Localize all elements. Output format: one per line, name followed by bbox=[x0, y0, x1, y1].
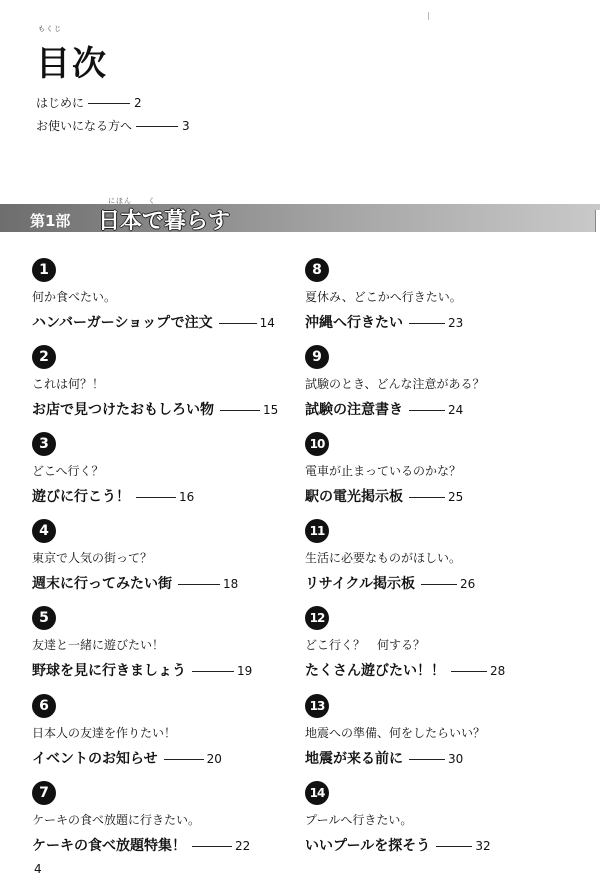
entry-title-row bbox=[32, 486, 312, 506]
entry-title-row bbox=[305, 399, 585, 419]
leader-line bbox=[409, 497, 445, 498]
intro-label: はじめに bbox=[36, 96, 85, 110]
toc-entry[interactable] bbox=[32, 694, 312, 768]
toc-entry[interactable] bbox=[305, 432, 585, 506]
chapter-number-badge: 9 bbox=[305, 345, 329, 369]
chapter-number-badge: 5 bbox=[32, 606, 56, 630]
chapter-number-badge: 3 bbox=[32, 432, 56, 456]
leader-line bbox=[409, 323, 445, 324]
chapter-number-badge: 4 bbox=[32, 519, 56, 543]
entry-title: ケーキの食べ放題特集！ bbox=[32, 838, 186, 854]
toc-entry[interactable] bbox=[32, 258, 312, 332]
chapter-number-badge: 8 bbox=[305, 258, 329, 282]
entry-subtitle: どこ行く？ 何する？ bbox=[305, 638, 426, 652]
toc-entry[interactable] bbox=[32, 606, 312, 680]
entry-title: いいプールを探そう bbox=[305, 838, 431, 854]
intro-page: 3 bbox=[182, 119, 190, 133]
entry-subtitle: 試験のとき、どんな注意がある？ bbox=[305, 377, 485, 391]
entry-page: 28 bbox=[490, 664, 506, 678]
entry-page: 19 bbox=[237, 664, 253, 678]
leader-line bbox=[136, 126, 178, 127]
part-label: 第1部 bbox=[30, 212, 71, 230]
part-title: 日本で暮らす bbox=[98, 209, 231, 234]
title-ruby: もくじ bbox=[38, 25, 62, 33]
toc-entry[interactable] bbox=[32, 432, 312, 506]
entry-page: 22 bbox=[235, 839, 251, 853]
entry-title-row bbox=[32, 835, 312, 855]
leader-line bbox=[219, 323, 257, 324]
toc-entry[interactable] bbox=[305, 258, 585, 332]
entry-title: ハンバーガーショップで注文 bbox=[32, 315, 213, 331]
entry-subtitle: 生活に必要なものがほしい。 bbox=[305, 551, 462, 565]
entry-title: リサイクル掲示板 bbox=[305, 576, 416, 592]
entry-title-row bbox=[305, 312, 585, 332]
entry-page: 16 bbox=[179, 490, 195, 504]
intro-item-preface[interactable] bbox=[36, 94, 142, 111]
entry-subtitle: 地震への準備、何をしたらいい？ bbox=[305, 726, 486, 740]
entry-page: 20 bbox=[206, 752, 222, 766]
leader-line bbox=[409, 759, 445, 760]
leader-line bbox=[136, 497, 176, 498]
page-title: 目次 bbox=[36, 44, 108, 84]
entry-subtitle: 電車が止まっているのかな？ bbox=[305, 464, 462, 478]
intro-item-guide[interactable] bbox=[36, 117, 190, 134]
entry-subtitle: 日本人の友達を作りたい！ bbox=[32, 726, 177, 740]
toc-entry[interactable] bbox=[32, 781, 312, 855]
entry-title-row bbox=[305, 486, 585, 506]
toc-entry[interactable] bbox=[32, 519, 312, 593]
entry-title-row bbox=[32, 748, 312, 768]
entry-title: お店で見つけたおもしろい物 bbox=[32, 402, 214, 418]
entry-title-row bbox=[32, 660, 312, 680]
entry-title: 駅の電光掲示板 bbox=[305, 489, 403, 505]
entry-subtitle: 東京で人気の街って？ bbox=[32, 551, 153, 565]
entry-title-row bbox=[32, 399, 312, 419]
entry-page: 32 bbox=[475, 839, 491, 853]
chapter-number-badge: 13 bbox=[305, 694, 329, 718]
entry-title-row bbox=[305, 748, 585, 768]
entry-page: 14 bbox=[259, 316, 275, 330]
chapter-number-badge: 7 bbox=[32, 781, 56, 805]
leader-line bbox=[88, 103, 130, 104]
chapter-number-badge: 14 bbox=[305, 781, 329, 805]
entry-title: 地震が来る前に bbox=[305, 751, 403, 767]
entry-title: 週末に行ってみたい街 bbox=[32, 576, 172, 592]
intro-page: 2 bbox=[134, 96, 142, 110]
entry-page: 24 bbox=[448, 403, 464, 417]
entry-subtitle: ケーキの食べ放題に行きたい。 bbox=[32, 813, 201, 827]
entry-subtitle: どこへ行く？ bbox=[32, 464, 104, 478]
toc-entry[interactable] bbox=[305, 694, 585, 768]
leader-line bbox=[178, 584, 220, 585]
leader-line bbox=[164, 759, 204, 760]
entry-title: たくさん遊びたい！！ bbox=[305, 663, 445, 679]
chapter-number-badge: 10 bbox=[305, 432, 329, 456]
chapter-number-badge: 6 bbox=[32, 694, 56, 718]
entry-subtitle: 友達と一緒に遊びたい！ bbox=[32, 638, 165, 652]
entry-title-row bbox=[305, 660, 585, 680]
crop-mark bbox=[428, 12, 429, 20]
leader-line bbox=[192, 671, 234, 672]
toc-entry[interactable] bbox=[305, 345, 585, 419]
leader-line bbox=[220, 410, 260, 411]
entry-title-row bbox=[305, 573, 585, 593]
entry-title: イベントのお知らせ bbox=[32, 751, 158, 767]
chapter-number-badge: 11 bbox=[305, 519, 329, 543]
entry-subtitle: プールへ行きたい。 bbox=[305, 813, 413, 827]
entry-page: 26 bbox=[460, 577, 476, 591]
entry-title: 遊びに行こう！ bbox=[32, 489, 130, 505]
chapter-number-badge: 2 bbox=[32, 345, 56, 369]
entry-subtitle: 何か食べたい。 bbox=[32, 290, 117, 304]
toc-entry[interactable] bbox=[305, 606, 585, 680]
entry-page: 23 bbox=[448, 316, 464, 330]
page-number: 4 bbox=[34, 862, 42, 876]
chapter-number-badge: 12 bbox=[305, 606, 329, 630]
toc-entry[interactable] bbox=[32, 345, 312, 419]
entry-page: 18 bbox=[223, 577, 239, 591]
entry-page: 15 bbox=[263, 403, 279, 417]
entry-page: 25 bbox=[448, 490, 464, 504]
part-title-ruby: にほん く bbox=[108, 197, 156, 205]
chapter-number-badge: 1 bbox=[32, 258, 56, 282]
intro-label: お使いになる方へ bbox=[36, 119, 133, 133]
entry-title-row bbox=[305, 835, 585, 855]
leader-line bbox=[409, 410, 445, 411]
leader-line bbox=[192, 846, 232, 847]
leader-line bbox=[451, 671, 487, 672]
entry-page: 30 bbox=[448, 752, 464, 766]
toc-entry[interactable] bbox=[305, 781, 585, 855]
entry-title: 試験の注意書き bbox=[305, 402, 403, 418]
toc-entry[interactable] bbox=[305, 519, 585, 593]
leader-line bbox=[421, 584, 457, 585]
entry-title-row bbox=[32, 312, 312, 332]
entry-subtitle: 夏休み、どこかへ行きたい。 bbox=[305, 290, 462, 304]
entry-subtitle: これは何？！ bbox=[32, 377, 105, 391]
entry-title: 野球を見に行きましょう bbox=[32, 663, 186, 679]
entry-title-row bbox=[32, 573, 312, 593]
leader-line bbox=[436, 846, 472, 847]
banner-edge bbox=[595, 210, 600, 232]
part-banner bbox=[0, 204, 600, 232]
entry-title: 沖縄へ行きたい bbox=[305, 315, 403, 331]
